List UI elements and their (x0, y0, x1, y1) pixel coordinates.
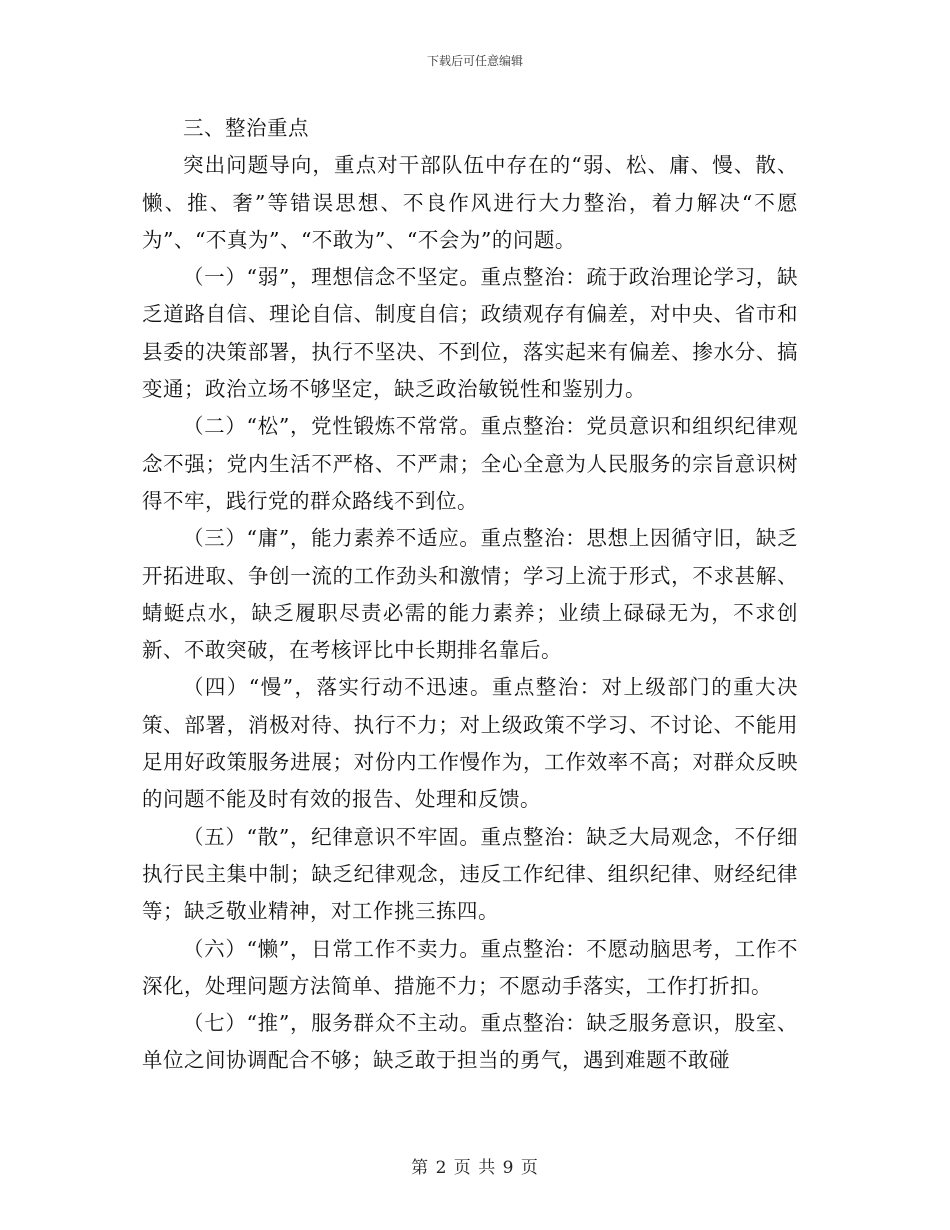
document-body (142, 110, 798, 1080)
page-number: 第 2 页 共 9 页 (411, 1158, 539, 1178)
paragraph-intro: 突出问题导向，重点对干部队伍中存在的“弱、松、庸、慢、散、懒、推、奢”等错误思想、不良作风进行大力整治，着力解决“不愿为”、“不真为”、“不敢为”、“不会为”的问题。 (142, 153, 798, 252)
paragraph-item-5: （五）“散”，纪律意识不牢固。重点整治：缺乏大局观念，不仔细执行民主集中制；缺乏纪律观念，违反工作纪律、组织纪律、财经纪律等；缺乏敬业精神，对工作挑三拣四。 (142, 824, 798, 924)
paragraph-item-3: （三）“庸”，能力素养不适应。重点整治：思想上因循守旧，缺乏开拓进取、争创一流的工作劲头和激情；学习上流于形式，不求甚解、蜻蜓点水，缺乏履职尽责必需的能力素养；业绩上碌碌无为，不求创新、不敢突破，在考核评比中长期排名靠后。 (142, 526, 798, 663)
paragraph-item-1: （一）“弱”，理想信念不坚定。重点整治：疏于政治理论学习，缺乏道路自信、理论自信、制度自信；政绩观存有偏差，对中央、省市和县委的决策部署，执行不坚决、不到位，落实起来有偏差、掺水分、搞变通；政治立场不够坚定，缺乏政治敏锐性和鉴别力。 (142, 265, 798, 402)
paragraph-item-7: （七）“推”，服务群众不主动。重点整治：缺乏服务意识，股室、单位之间协调配合不够；缺乏敢于担当的勇气，遇到难题不敢碰 (142, 1011, 798, 1073)
section-heading: 三、整治重点 (183, 116, 309, 140)
paragraph-item-6: （六）“懒”，日常工作不卖力。重点整治：不愿动脑思考，工作不深化，处理问题方法简单、措施不力；不愿动手落实，工作打折扣。 (142, 936, 798, 998)
paragraph-item-2: （二）“松”，党性锻炼不常常。重点整治：党员意识和组织纪律观念不强；党内生活不严格、不严肃；全心全意为人民服务的宗旨意识树得不牢，践行党的群众路线不到位。 (142, 414, 798, 513)
paragraph-item-4: （四）“慢”，落实行动不迅速。重点整治：对上级部门的重大决策、部署，消极对待、执行不力；对上级政策不学习、不讨论、不能用足用好政策服务进展；对份内工作慢作为，工作效率不高；对群众反映的问题不能及时有效的报告、处理和反馈。 (142, 675, 798, 812)
page-header-note: 下载后可任意编辑 (426, 54, 523, 68)
